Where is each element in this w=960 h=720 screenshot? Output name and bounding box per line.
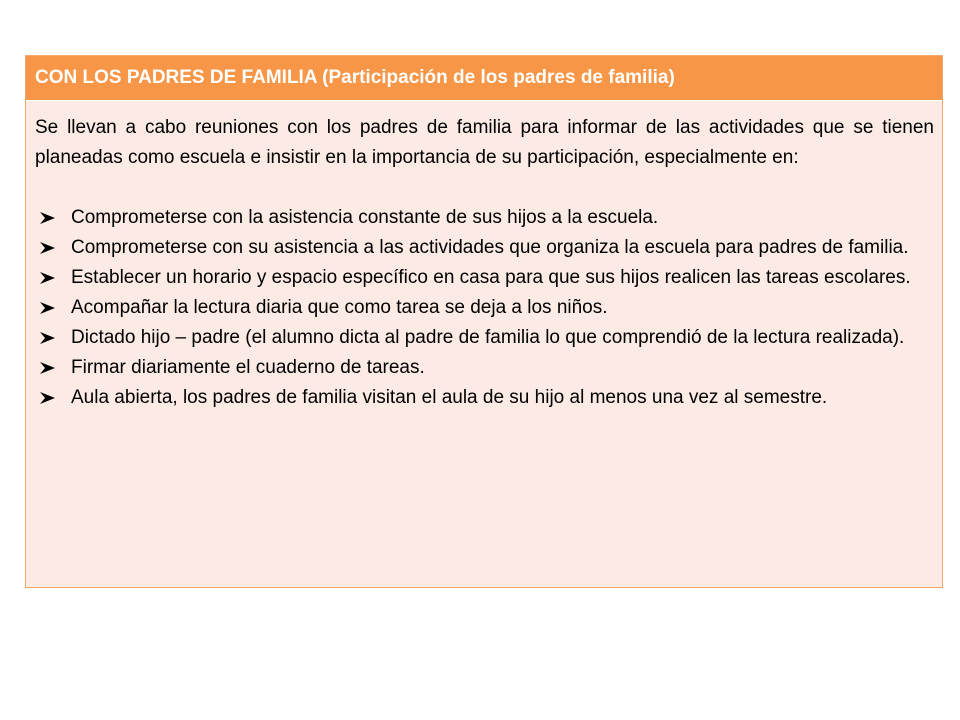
arrowhead-bullet-icon bbox=[39, 271, 57, 285]
arrowhead-bullet-icon bbox=[39, 211, 57, 225]
list-item bbox=[35, 233, 934, 263]
list-item-text: Comprometerse con la asistencia constante de sus hijos a la escuela. bbox=[71, 207, 659, 228]
arrowhead-bullet-icon bbox=[39, 331, 57, 345]
arrowhead-bullet-icon bbox=[39, 361, 57, 375]
list-item-text: Establecer un horario y espacio específico en casa para que sus hijos realicen las tareas escolares. bbox=[71, 267, 911, 288]
list-item-text: Aula abierta, los padres de familia visitan el aula de su hijo al menos una vez al semestre. bbox=[71, 387, 828, 408]
table-body bbox=[26, 101, 942, 413]
list-item bbox=[35, 263, 934, 293]
list-item-text: Dictado hijo – padre (el alumno dicta al padre de familia lo que comprendió de la lectura realizada). bbox=[71, 327, 905, 348]
list-item bbox=[35, 383, 934, 413]
list-item bbox=[35, 353, 934, 383]
bullet-list bbox=[35, 203, 934, 413]
paragraph-spacer bbox=[35, 173, 934, 203]
intro-paragraph: Se llevan a cabo reuniones con los padres de familia para informar de las actividades que se tienen planeadas como escuela e insistir en la importancia de su participación, especialmente en: bbox=[35, 117, 934, 168]
table-header: CON LOS PADRES DE FAMILIA (Participación de los padres de familia) bbox=[26, 56, 942, 101]
list-item bbox=[35, 293, 934, 323]
content-table bbox=[25, 55, 943, 588]
list-item-text: Firmar diariamente el cuaderno de tareas. bbox=[71, 357, 425, 378]
list-item-text: Comprometerse con su asistencia a las actividades que organiza la escuela para padres de familia. bbox=[71, 237, 909, 258]
list-item bbox=[35, 323, 934, 353]
arrowhead-bullet-icon bbox=[39, 241, 57, 255]
arrowhead-bullet-icon bbox=[39, 391, 57, 405]
list-item bbox=[35, 203, 934, 233]
arrowhead-bullet-icon bbox=[39, 301, 57, 315]
list-item-text: Acompañar la lectura diaria que como tarea se deja a los niños. bbox=[71, 297, 608, 318]
